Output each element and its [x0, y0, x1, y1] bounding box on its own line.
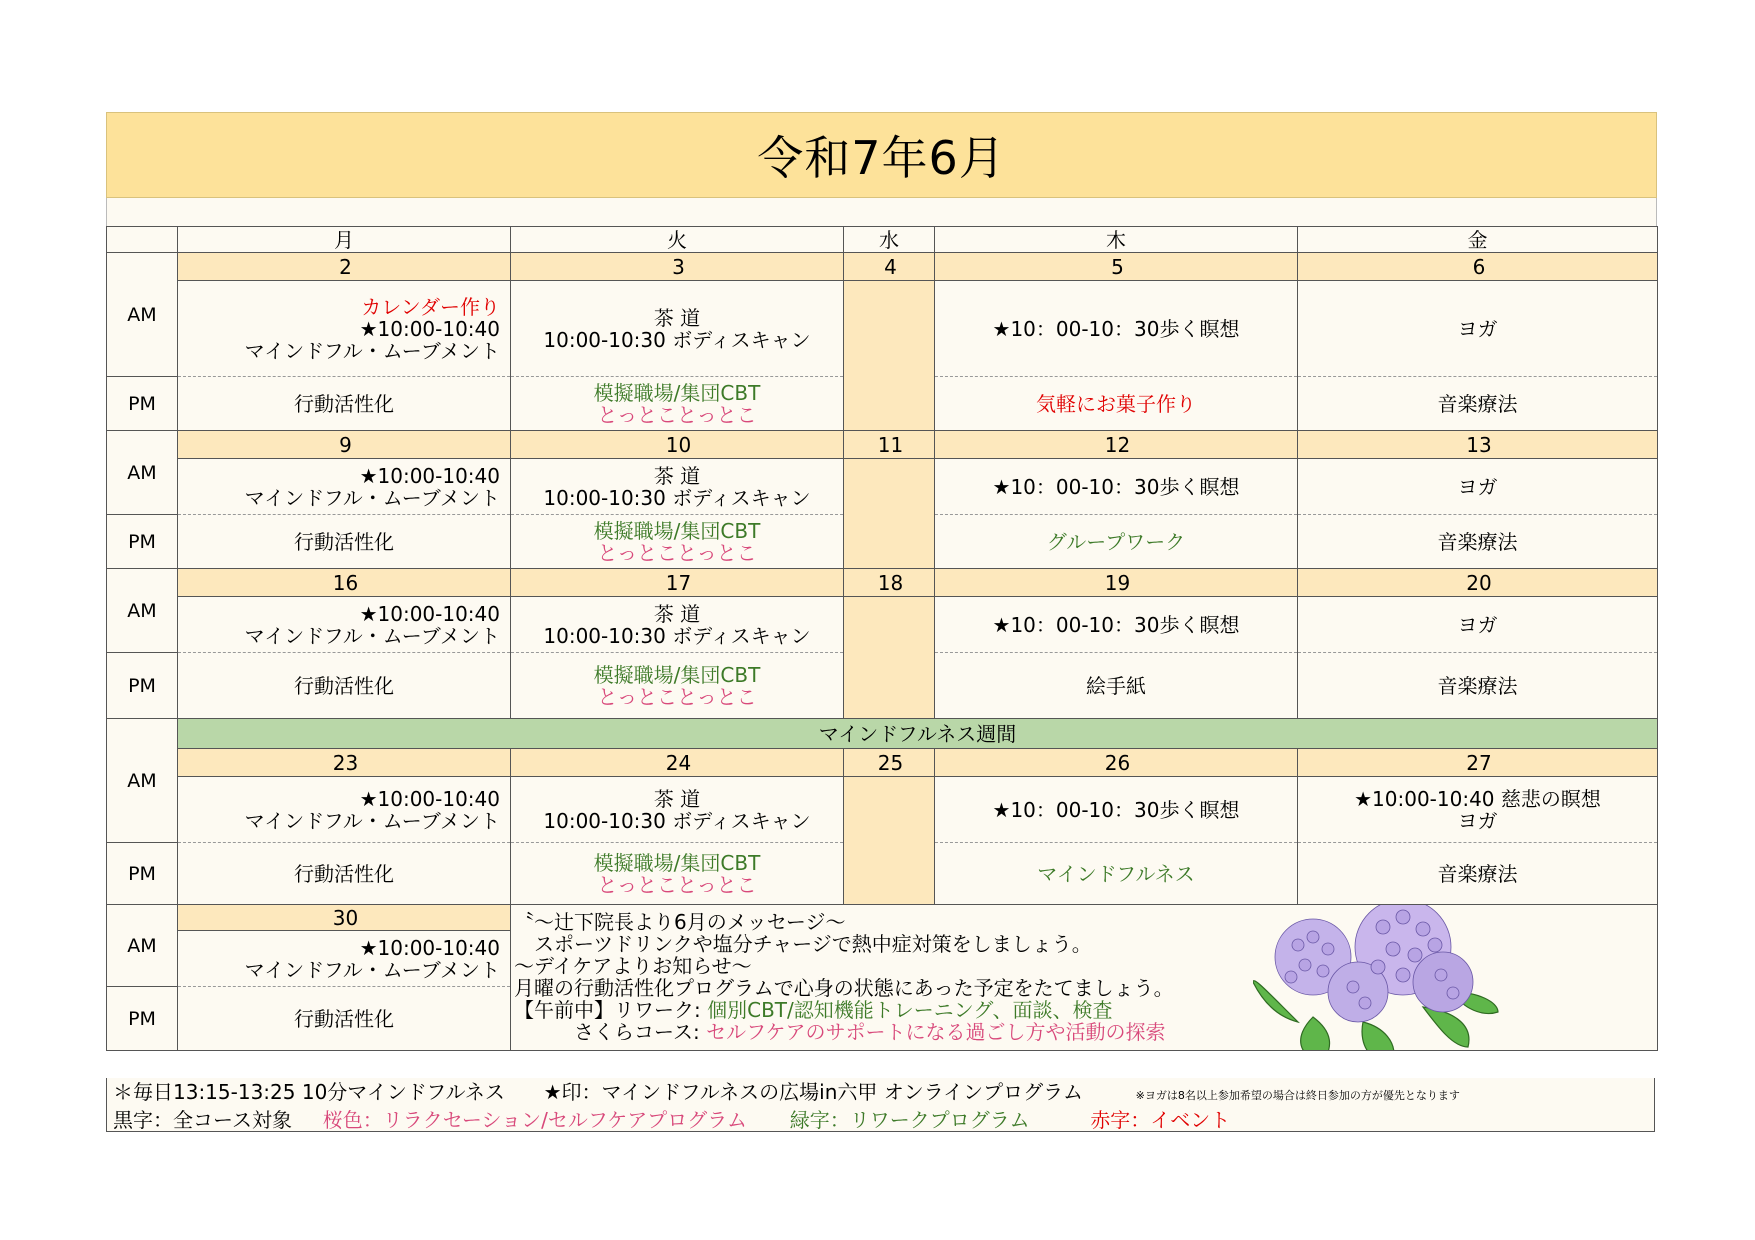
session-time: ★10:00-10:40: [359, 316, 500, 341]
tue-pm-cell: [511, 653, 844, 719]
session-name: マインドフル・ムーブメント: [244, 623, 500, 648]
am-row: [107, 777, 1658, 843]
pm-label: PM: [107, 843, 178, 905]
date-cell: 19: [935, 569, 1298, 597]
session-name: マインドフル・ムーブメント: [244, 338, 500, 363]
date-cell: 18: [844, 569, 935, 597]
weekday-header-row: [107, 227, 1658, 253]
date-cell: 24: [511, 749, 844, 777]
session-time: ★10:00-10:40: [359, 463, 500, 488]
date-row: [107, 749, 1658, 777]
date-cell: 9: [178, 431, 511, 459]
thu-pm-cell: 気軽にお菓子作り: [935, 377, 1298, 431]
tue-am-cell: [511, 597, 844, 653]
mon-pm-cell: 行動活性化: [178, 515, 511, 569]
thu-am-cell: ★10：00-10：30歩く瞑想: [935, 597, 1298, 653]
fri-pm-cell: 音楽療法: [1298, 515, 1658, 569]
tue-am-cell: [511, 281, 844, 377]
session-time: ★10:00-10:40: [359, 601, 500, 626]
date-cell: 27: [1298, 749, 1658, 777]
wed-cell: [844, 777, 935, 905]
date-cell: 3: [511, 253, 844, 281]
am-label: AM: [107, 253, 178, 377]
am-label: AM: [107, 431, 178, 515]
date-cell: 30: [178, 905, 511, 931]
legend-line-2: [113, 1108, 1648, 1132]
session-name: 茶 道: [653, 305, 701, 330]
session-name: マインドフル・ムーブメント: [244, 957, 500, 982]
date-cell: 25: [844, 749, 935, 777]
legend-line-1: [113, 1080, 1648, 1108]
rework-program: 模擬職場/集団CBT: [593, 850, 761, 875]
fri-am-cell: ヨガ: [1298, 281, 1658, 377]
rework-program: 模擬職場/集団CBT: [593, 380, 761, 405]
session-time: 10:00-10:30 ボディスキャン: [543, 327, 811, 352]
date-cell: 17: [511, 569, 844, 597]
mon-pm-cell: 行動活性化: [178, 377, 511, 431]
thu-am-cell: ★10：00-10：30歩く瞑想: [935, 459, 1298, 515]
session-name: 茶 道: [653, 463, 701, 488]
weekday-thu: 木: [935, 227, 1298, 253]
banner-row: [107, 719, 1658, 749]
session-name: 茶 道: [653, 601, 701, 626]
legend-green: 緑字：リワークプログラム: [789, 1108, 1030, 1132]
fri-am-cell: ヨガ: [1298, 459, 1658, 515]
legend-pink: 桜色：リラクセーション/セルフケアプログラム: [322, 1108, 748, 1132]
thu-pm-cell: マインドフルネス: [935, 843, 1298, 905]
am-label: AM: [107, 719, 178, 843]
relax-program: とっとことっとこ: [597, 684, 757, 709]
session-time: 10:00-10:30 ボディスキャン: [543, 808, 811, 833]
tue-pm-cell: [511, 843, 844, 905]
mon-am-cell: [178, 459, 511, 515]
mon-pm-cell: 行動活性化: [178, 653, 511, 719]
sakura-text: セルフケアのサポートになる過ごし方や活動の探索: [706, 1020, 1166, 1044]
relax-program: とっとことっとこ: [597, 872, 757, 897]
thu-am-cell: ★10：00-10：30歩く瞑想: [935, 281, 1298, 377]
fri-pm-cell: 音楽療法: [1298, 843, 1658, 905]
date-cell: 11: [844, 431, 935, 459]
wed-cell: [844, 281, 935, 431]
session-time: ★10:00-10:40 慈悲の瞑想: [1354, 786, 1601, 811]
director-message: スポーツドリンクや塩分チャージで熱中症対策をしましょう。: [514, 932, 1092, 956]
pm-label: PM: [107, 653, 178, 719]
mon-am-cell: [178, 281, 511, 377]
session-name: ヨガ: [1457, 808, 1498, 833]
am-row: [107, 459, 1658, 515]
relax-program: とっとことっとこ: [597, 540, 757, 565]
mon-pm-cell: 行動活性化: [178, 987, 511, 1051]
mon-am-cell: [178, 777, 511, 843]
fri-am-cell: [1298, 777, 1658, 843]
date-cell: 2: [178, 253, 511, 281]
tue-am-cell: [511, 459, 844, 515]
weekday-tue: 火: [511, 227, 844, 253]
session-time: ★10:00-10:40: [359, 786, 500, 811]
pm-label: PM: [107, 377, 178, 431]
date-cell: 16: [178, 569, 511, 597]
date-cell: 23: [178, 749, 511, 777]
flower-cluster: [1275, 905, 1473, 1023]
message-area: [511, 905, 1658, 1051]
thu-am-cell: ★10：00-10：30歩く瞑想: [935, 777, 1298, 843]
schedule-table: [106, 226, 1658, 1051]
weekday-fri: 金: [1298, 227, 1658, 253]
yoga-note: ※ヨガは8名以上参加希望の場合は終日参加の方が優先となります: [1135, 1089, 1460, 1102]
weekday-wed: 水: [844, 227, 935, 253]
director-message-title: 〝～辻下院長より6月のメッセージ～: [514, 910, 846, 934]
thu-pm-cell: 絵手紙: [935, 653, 1298, 719]
date-cell: 10: [511, 431, 844, 459]
mon-am-cell: [178, 597, 511, 653]
relax-program: とっとことっとこ: [597, 402, 757, 427]
star-note: ★印：マインドフルネスの広場in六甲 オンラインプログラム: [543, 1080, 1083, 1104]
calendar-sheet: [106, 112, 1657, 1132]
daycare-notice-title: ～デイケアよりお知らせ～: [514, 954, 752, 978]
date-row: [107, 905, 1658, 931]
mindfulness-week-banner: マインドフルネス週間: [178, 719, 1658, 749]
corner-cell: [107, 227, 178, 253]
date-cell: 5: [935, 253, 1298, 281]
am-row: [107, 281, 1658, 377]
date-cell: 26: [935, 749, 1298, 777]
legend-footer: [106, 1078, 1655, 1132]
title-spacer: [106, 198, 1657, 226]
date-row: [107, 431, 1658, 459]
am-row: [107, 597, 1658, 653]
date-cell: 6: [1298, 253, 1658, 281]
daycare-notice: 月曜の行動活性化プログラムで心身の状態にあった予定をたてましょう。: [514, 976, 1174, 1000]
weekday-mon: 月: [178, 227, 511, 253]
session-name: マインドフル・ムーブメント: [244, 485, 500, 510]
mon-pm-cell: 行動活性化: [178, 843, 511, 905]
wed-cell: [844, 597, 935, 719]
session-time: 10:00-10:30 ボディスキャン: [543, 623, 811, 648]
tue-am-cell: [511, 777, 844, 843]
tue-pm-cell: [511, 515, 844, 569]
date-row: [107, 253, 1658, 281]
legend-black: 黒字：全コース対象: [113, 1108, 292, 1132]
date-cell: 20: [1298, 569, 1658, 597]
pm-label: PM: [107, 987, 178, 1051]
page-title: 令和7年6月: [106, 112, 1657, 198]
rework-label: 【午前中】リワーク:: [514, 998, 708, 1022]
legend-red: 赤字：イベント: [1090, 1108, 1231, 1132]
event-text: カレンダー作り: [361, 294, 500, 319]
hydrangea-illustration: [1253, 905, 1503, 1051]
fri-pm-cell: 音楽療法: [1298, 653, 1658, 719]
fri-pm-cell: 音楽療法: [1298, 377, 1658, 431]
daily-note: ＊毎日13:15-13:25 10分マインドフルネス: [113, 1080, 505, 1104]
wed-cell: [844, 459, 935, 569]
rework-text: 個別CBT/認知機能トレーニング、面談、検査: [707, 998, 1113, 1022]
tue-pm-cell: [511, 377, 844, 431]
session-name: 茶 道: [653, 786, 701, 811]
rework-program: 模擬職場/集団CBT: [593, 518, 761, 543]
am-label: AM: [107, 569, 178, 653]
am-label: AM: [107, 905, 178, 987]
date-cell: 13: [1298, 431, 1658, 459]
pm-label: PM: [107, 515, 178, 569]
date-cell: 4: [844, 253, 935, 281]
session-time: 10:00-10:30 ボディスキャン: [543, 485, 811, 510]
thu-pm-cell: グループワーク: [935, 515, 1298, 569]
session-time: ★10:00-10:40: [359, 935, 500, 960]
date-cell: 12: [935, 431, 1298, 459]
fri-am-cell: ヨガ: [1298, 597, 1658, 653]
session-name: マインドフル・ムーブメント: [244, 808, 500, 833]
date-row: [107, 569, 1658, 597]
mon-am-cell: [178, 931, 511, 987]
sakura-label: さくらコース:: [514, 1020, 707, 1044]
rework-program: 模擬職場/集団CBT: [593, 662, 761, 687]
